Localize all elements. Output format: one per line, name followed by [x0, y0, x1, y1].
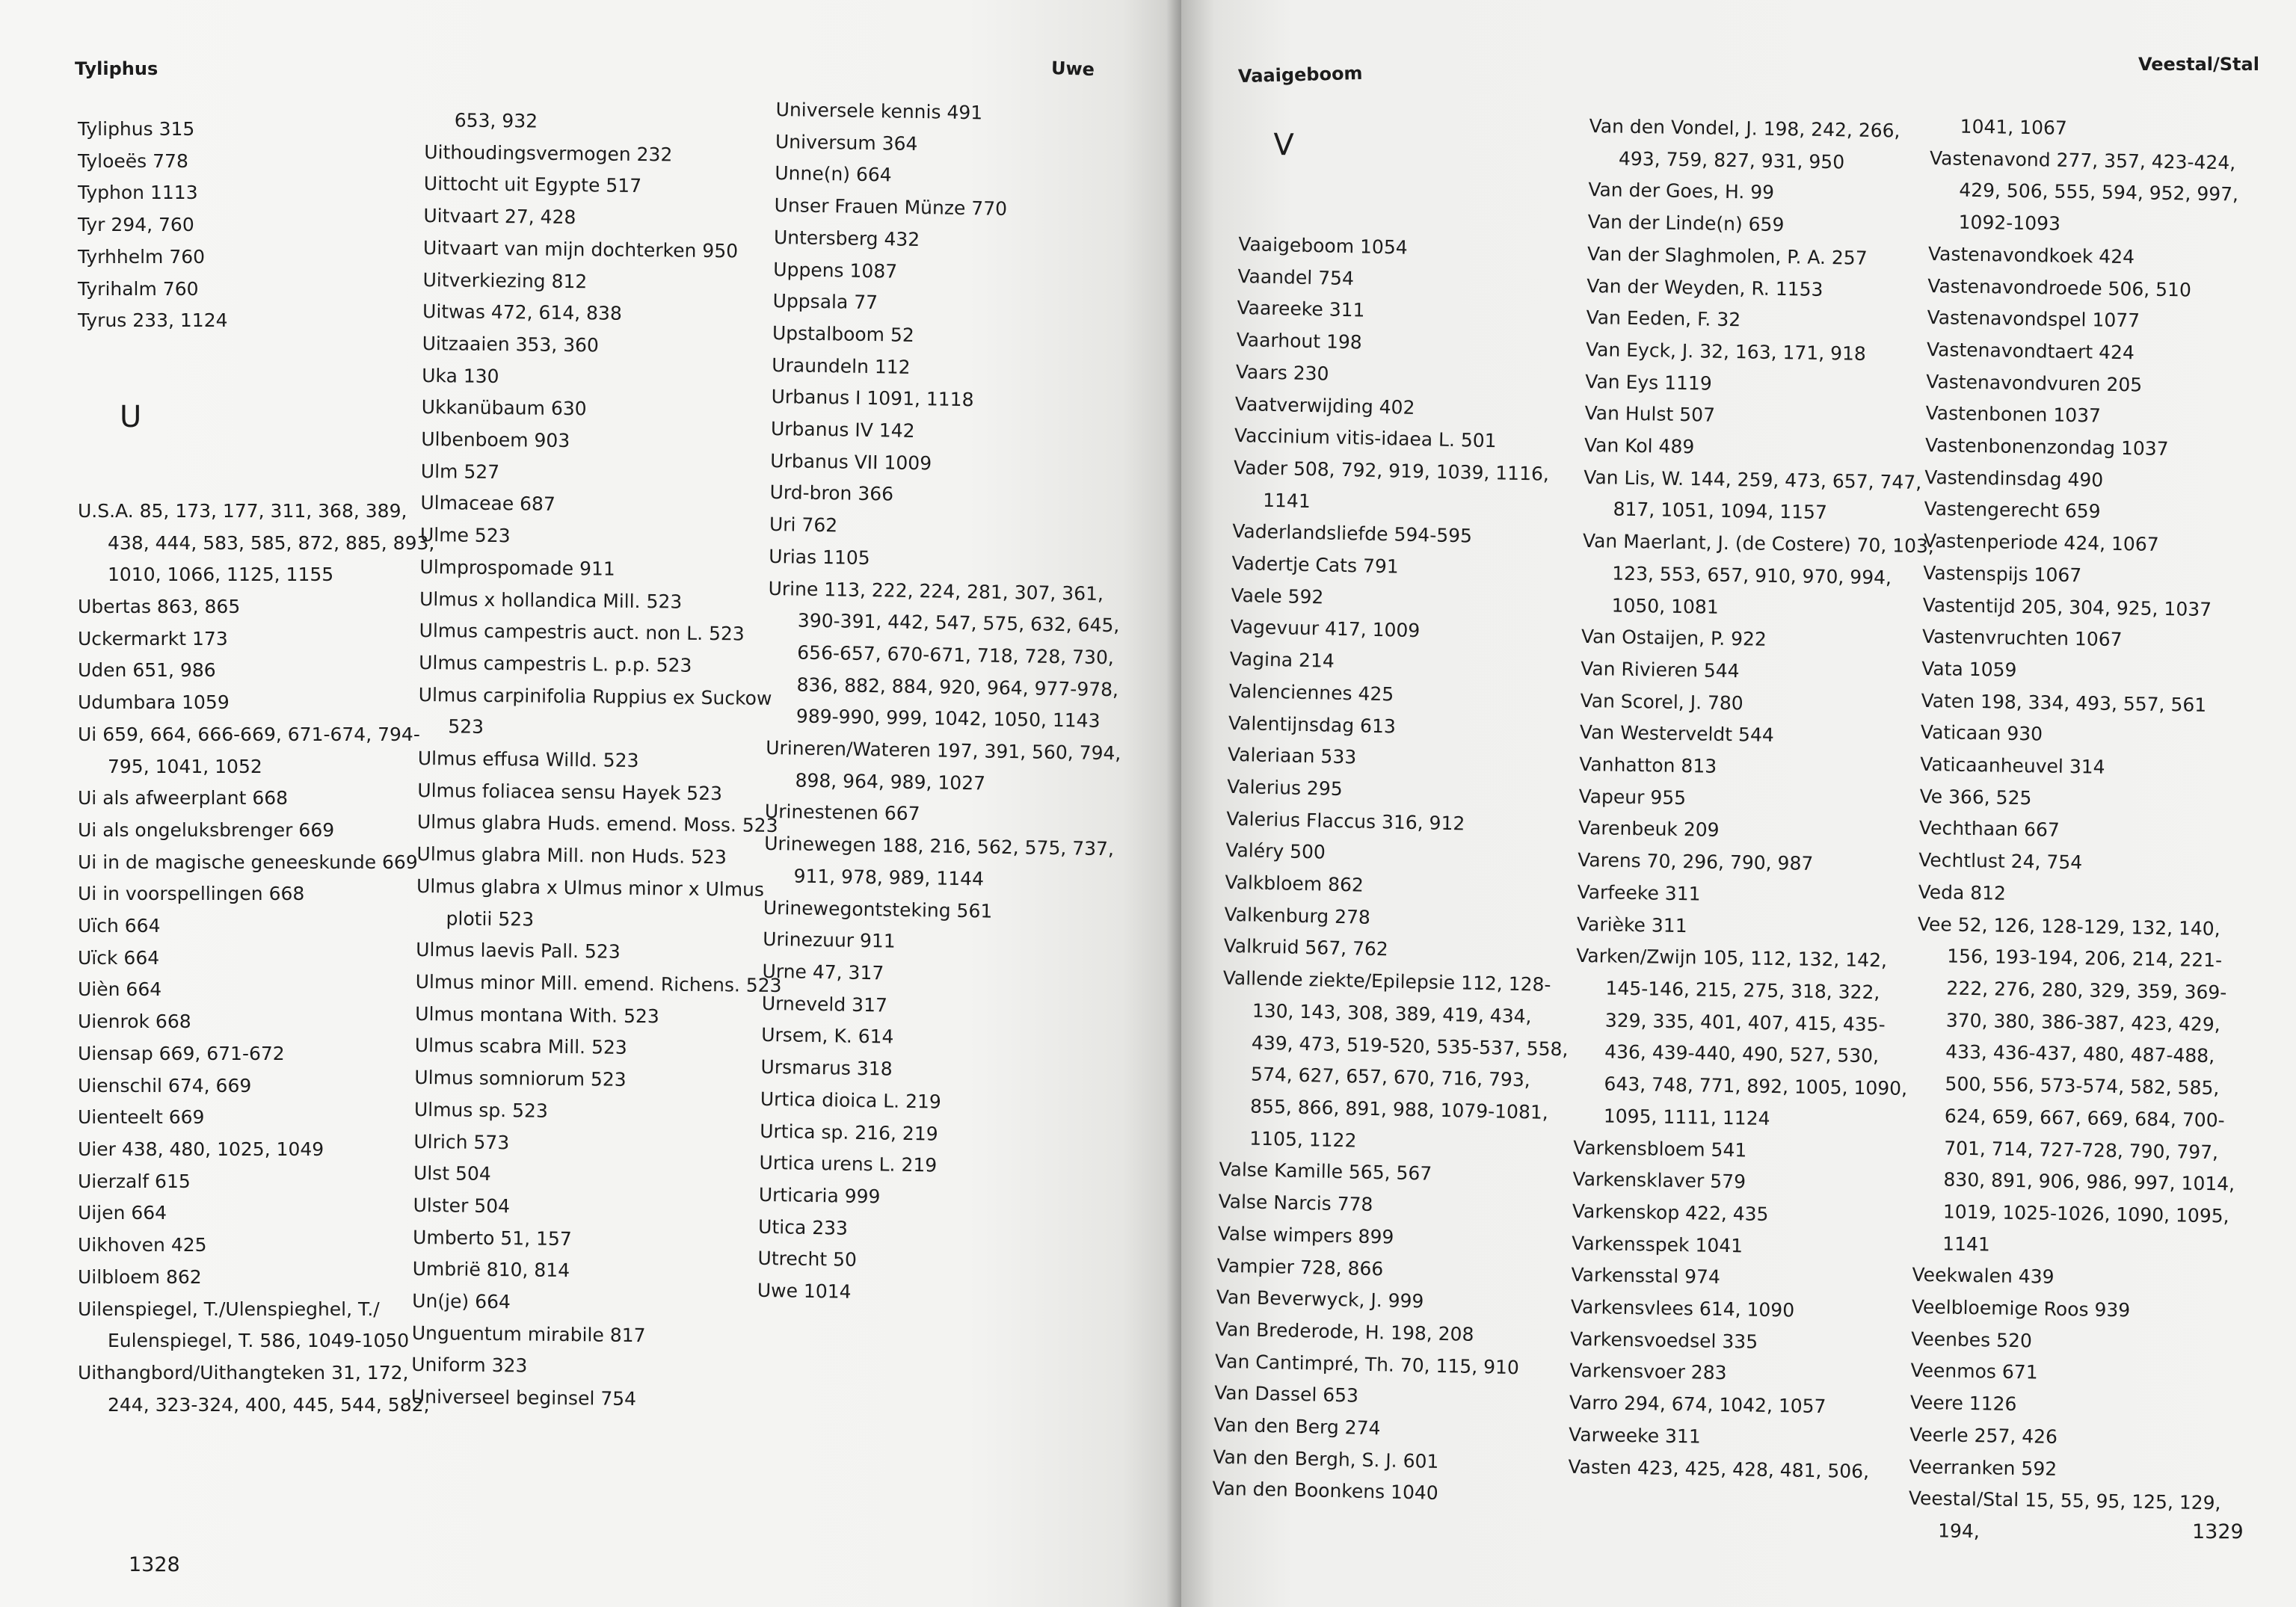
index-entry: Vastenavond 277, 357, 423-424, 429, 506, 555, 594, 952, 997, 1092-1093 [1929, 146, 2239, 235]
index-entry: Valéry 500 [1225, 839, 1326, 863]
index-entry: Urtica sp. 216, 219 [759, 1120, 938, 1145]
index-entry: Uithangbord/Uithangteken 31, 172, 244, 323-324, 400, 445, 544, 582, [78, 1361, 430, 1416]
index-entry: Ulmus montana With. 523 [415, 1002, 659, 1028]
index-entry: Umbrië 810, 814 [412, 1258, 570, 1282]
index-entry: Uppsala 77 [772, 290, 878, 314]
index-entry: Van Westerveldt 544 [1579, 721, 1774, 747]
index-entry: Valentijnsdag 613 [1228, 712, 1397, 738]
index-entry: Vechthaan 667 [1918, 817, 2060, 842]
index-entry: Ui in de magische geneeskunde 669 [78, 851, 418, 873]
index-entry: Ukkanübaum 630 [421, 396, 587, 420]
index-entry: Varkensspek 1041 [1571, 1232, 1743, 1257]
index-entry: Urinewegontsteking 561 [763, 896, 993, 922]
index-entry: Valkruid 567, 762 [1223, 935, 1389, 960]
index-entry: Veda 812 [1918, 880, 2007, 904]
entry-list [757, 94, 1142, 1313]
index-entry: Ulmus somniorum 523 [414, 1067, 627, 1091]
index-entry: Veestal/Stal 15, 55, 95, 125, 129, 194, [1908, 1487, 2221, 1543]
index-entry: Urtica dioica L. 219 [760, 1088, 942, 1113]
index-entry: Valerius 295 [1226, 775, 1343, 800]
index-entry: Varkenskop 422, 435 [1572, 1200, 1769, 1225]
index-entry: Van Dassel 653 [1213, 1381, 1359, 1407]
index-entry: Vee 52, 126, 128-129, 132, 140, 156, 193-194, 206, 214, 221-222, 276, 280, 329, 359, 369-370, 380, 386-387, 423, 429, 433, 436-437, 480, 487-488, 500, 556, 573-574, 582, 585, 624, 659, 667, 669, 684, 700-701, 714, 727-728, 790, 797, 830, 891, 906, 986, 997, 1014, 1019, 1025-1026, 1090, 1095, 1141 [1917, 913, 2235, 1256]
index-entry: Van den Berg 274 [1213, 1413, 1381, 1440]
index-entry: Uitvaart van mijn dochterken 950 [422, 236, 739, 262]
index-entry: Uitvaart 27, 428 [423, 205, 576, 229]
index-entry: Un(je) 664 [412, 1289, 511, 1313]
index-entry: Van den Bergh, S. J. 601 [1213, 1446, 1439, 1472]
index-entry: Urinezuur 911 [763, 928, 896, 952]
index-entry: Uier 438, 480, 1025, 1049 [78, 1138, 324, 1160]
index-entry: Tyloeës 778 [78, 149, 188, 172]
index-entry: Tyrus 233, 1124 [78, 309, 228, 332]
index-entry: Uden 651, 986 [78, 659, 216, 682]
index-entry: Ursmarus 318 [760, 1055, 893, 1080]
index-entry: Valse wimpers 899 [1217, 1222, 1394, 1248]
index-entry: Urias 1105 [769, 545, 870, 569]
index-entry: Ui als afweerplant 668 [78, 787, 289, 809]
index-entry: Van der Goes, H. 99 [1588, 179, 1775, 204]
index-entry: Urinewegen 188, 216, 562, 575, 737, 911, 978, 989, 1144 [764, 833, 1115, 890]
index-entry: Vanhatton 813 [1579, 753, 1717, 777]
index-entry: Vampier 728, 866 [1216, 1254, 1384, 1280]
index-entry: Vaticaanheuvel 314 [1920, 753, 2105, 778]
index-entry: Varken/Zwijn 105, 112, 132, 142, 145-146, 215, 275, 318, 322, 329, 335, 401, 407, 415, 435-436, 439-440, 490, 527, 530, 643, 748, 771, 892, 1005, 1090, 1095, 1111, 1124 [1576, 945, 1908, 1129]
index-entry: Valkbloem 862 [1225, 871, 1364, 896]
index-entry: Vader 508, 792, 919, 1039, 1116, 1141 [1233, 456, 1550, 512]
index-entry: Urtica urens L. 219 [759, 1152, 938, 1176]
index-entry: Uïck 664 [78, 946, 160, 969]
index-entry: Vastenvruchten 1067 [1921, 626, 2123, 651]
index-entry: Van den Boonkens 1040 [1212, 1478, 1439, 1505]
entry-list [1212, 229, 1590, 1513]
index-column-5 [1568, 111, 1941, 1488]
index-entry: Ulmus campestris auct. non L. 523 [419, 620, 745, 645]
index-entry: Van der Weyden, R. 1153 [1586, 274, 1823, 300]
index-entry: Veelbloemige Roos 939 [1911, 1295, 2131, 1321]
index-entry: Vaccinium vitis-idaea L. 501 [1234, 425, 1497, 452]
index-entry: Uitverkiezing 812 [422, 268, 588, 292]
index-entry: Vastengerecht 659 [1924, 498, 2101, 523]
index-entry: Vagevuur 417, 1009 [1230, 616, 1421, 642]
running-head-right: Uwe [1050, 57, 1095, 81]
index-entry: Vastendinsdag 490 [1924, 466, 2104, 491]
index-entry: Varkensstal 974 [1571, 1264, 1721, 1289]
index-entry: Van Maerlant, J. (de Costere) 70, 103, 123, 553, 657, 910, 970, 994, 1050, 1081 [1582, 530, 1935, 618]
index-entry: Ulmus effusa Willd. 523 [417, 747, 639, 772]
index-entry: Varkensbloem 541 [1572, 1136, 1747, 1161]
index-entry: Urticaria 999 [758, 1183, 881, 1208]
index-entry: Ui als ongeluksbrenger 669 [78, 818, 335, 841]
index-entry: Valenciennes 425 [1228, 679, 1394, 706]
index-entry: Vastenavondkoek 424 [1927, 242, 2135, 268]
index-entry: Universum 364 [775, 130, 918, 155]
index-entry: Van Beverwyck, J. 999 [1216, 1286, 1424, 1313]
index-entry: Udumbara 1059 [78, 691, 230, 714]
index-entry: Ulmus x hollandica Mill. 523 [419, 587, 683, 613]
index-entry: Unne(n) 664 [775, 162, 892, 186]
running-head-right: Veestal/Stal [2138, 54, 2259, 75]
index-entry: Uithoudingsvermogen 232 [424, 141, 673, 166]
index-entry: Ui in voorspellingen 668 [78, 883, 305, 905]
index-entry: Uièn 664 [78, 978, 162, 1001]
entry-list [1568, 111, 1941, 1488]
index-entry: Vapeur 955 [1578, 785, 1687, 809]
index-entry: Ulmprospomade 911 [419, 555, 615, 580]
index-entry: Vaticaan 930 [1920, 721, 2043, 745]
index-entry: Uittocht uit Egypte 517 [423, 173, 642, 197]
index-entry: Vaderlandsliefde 594-595 [1231, 520, 1473, 547]
index-entry: Ulm 527 [420, 460, 500, 483]
index-entry: Uïch 664 [78, 915, 161, 937]
index-entry: Uiensap 669, 671-672 [78, 1042, 285, 1064]
index-entry: Uilenspiegel, T./Ulenspieghel, T./ Eulenspiegel, T. 586, 1049-1050 [78, 1298, 410, 1352]
index-entry: Unguentum mirabile 817 [411, 1321, 646, 1346]
entry-list [1908, 143, 2266, 1552]
index-entry: Urinestenen 667 [764, 801, 920, 825]
index-entry: Vastenavondvuren 205 [1926, 370, 2143, 396]
index-entry: Valerius Flaccus 316, 912 [1225, 807, 1465, 835]
index-entry: Vadertje Cats 791 [1231, 552, 1400, 578]
index-entry: Varweeke 311 [1568, 1423, 1701, 1448]
index-entry: Ve 366, 525 [1919, 785, 2032, 809]
index-entry: Varkensvoedsel 335 [1569, 1327, 1758, 1353]
index-entry: Urineren/Wateren 197, 391, 560, 794, 898, 964, 989, 1027 [766, 736, 1121, 795]
index-column-2 [411, 105, 791, 1417]
index-entry: Vaaigeboom 1054 [1238, 232, 1408, 259]
index-entry: Ulmus glabra Huds. emend. Moss. 523 [416, 811, 778, 837]
index-entry: Van Brederode, H. 198, 208 [1215, 1318, 1474, 1345]
index-entry: Veerranken 592 [1909, 1455, 2058, 1480]
index-entry: Urd-bron 366 [769, 481, 894, 505]
index-entry: Untersberg 432 [773, 226, 920, 250]
index-entry: Vaele 592 [1231, 584, 1324, 608]
index-entry: Vata 1059 [1921, 657, 2017, 681]
index-entry: Van den Vondel, J. 198, 242, 266, 493, 759, 827, 931, 950 [1589, 114, 1900, 173]
index-entry: Urne 47, 317 [762, 960, 884, 984]
index-column-3 [757, 94, 1142, 1313]
index-entry: Vagina 214 [1229, 647, 1335, 672]
index-entry: U.S.A. 85, 173, 177, 311, 368, 389, 438, 444, 583, 585, 872, 885, 893, 1010, 1066, 1125, 1155 [78, 499, 435, 586]
index-entry: Valse Narcis 778 [1218, 1190, 1373, 1216]
entry-list [411, 137, 791, 1417]
index-entry: Typhon 1113 [78, 182, 198, 204]
index-entry: Ulst 504 [413, 1162, 491, 1185]
index-entry: Varkensvoer 283 [1569, 1360, 1727, 1384]
running-head-left: Tyliphus [75, 58, 158, 79]
index-entry: Van Kol 489 [1583, 434, 1695, 458]
index-entry: Van der Slaghmolen, P. A. 257 [1586, 242, 1868, 269]
index-entry: Uienrok 668 [78, 1011, 191, 1033]
index-entry: Vastenbonen 1037 [1925, 402, 2102, 427]
index-entry: Vallende ziekte/Epilepsie 112, 128-130, 143, 308, 389, 419, 434, 439, 473, 519-520, 535-537, 558, 574, 627, 657, 670, 716, 793, 855, 866, 891, 988, 1079-1081, 1105, 1122 [1222, 966, 1569, 1152]
index-entry: Uppens 1087 [773, 258, 898, 283]
index-entry: Veenmos 671 [1910, 1360, 2038, 1384]
index-column-6 [1908, 111, 2267, 1552]
index-entry: Van Scorel, J. 780 [1580, 689, 1743, 714]
index-entry: Universele kennis 491 [775, 98, 983, 124]
index-entry: Veekwalen 439 [1912, 1264, 2055, 1289]
index-entry: Vastenperiode 424, 1067 [1923, 530, 2159, 556]
index-entry: Vechtlust 24, 754 [1918, 849, 2083, 874]
index-entry: Uikhoven 425 [78, 1234, 207, 1256]
index-entry: Vastenavondtaert 424 [1926, 338, 2135, 364]
index-entry: Van Eyck, J. 32, 163, 171, 918 [1585, 338, 1867, 365]
index-entry: Uri 762 [769, 513, 838, 537]
index-entry: Urneveld 317 [761, 992, 888, 1017]
index-entry: Vastentijd 205, 304, 925, 1037 [1922, 593, 2212, 620]
index-entry: Utrecht 50 [757, 1247, 858, 1271]
index-entry: Van Eeden, F. 32 [1586, 306, 1741, 331]
index-entry: Upstalboom 52 [772, 321, 915, 346]
index-entry: Uienteelt 669 [78, 1106, 205, 1129]
index-entry: Ursem, K. 614 [760, 1024, 894, 1049]
index-entry: Veere 1126 [1909, 1391, 2017, 1416]
entry-list [78, 114, 444, 337]
index-entry: Ulmus sp. 523 [413, 1098, 548, 1122]
index-entry: Vaareeke 311 [1237, 297, 1365, 321]
index-entry: Tyrhhelm 760 [78, 245, 206, 268]
index-entry: Van Rivieren 544 [1581, 657, 1740, 682]
index-entry: Ulmus carpinifolia Ruppius ex Suckow 523 [418, 683, 772, 738]
index-entry: Urbanus I 1091, 1118 [771, 386, 974, 411]
page-number-left: 1328 [129, 1553, 180, 1576]
index-entry: Varfeeke 311 [1577, 880, 1701, 905]
index-entry: Ulme 523 [419, 524, 511, 547]
index-entry: Valeriaan 533 [1227, 744, 1357, 768]
running-head-left: Vaaigeboom [1237, 62, 1363, 87]
index-entry: Vaandel 754 [1237, 265, 1355, 289]
index-entry: Uniform 323 [411, 1354, 528, 1377]
index-entry: Van Hulst 507 [1584, 402, 1716, 427]
index-entry: Varro 294, 674, 1042, 1057 [1569, 1391, 1826, 1418]
index-entry: Varenbeuk 209 [1578, 817, 1720, 842]
index-entry: Vastenavondspel 1077 [1927, 306, 2140, 332]
index-entry: Ulrich 573 [413, 1130, 510, 1153]
index-entry: Uraundeln 112 [772, 354, 911, 378]
index-column-4 [1212, 114, 1592, 1513]
index-entry: Tyr 294, 760 [78, 214, 194, 236]
index-entry: Veerle 257, 426 [1909, 1423, 2058, 1448]
index-entry: Ulster 504 [413, 1194, 511, 1218]
index-entry: Vastenbonenzondag 1037 [1924, 434, 2169, 460]
index-entry: Utica 233 [757, 1215, 849, 1239]
index-entry: Uwe 1014 [757, 1279, 852, 1303]
index-entry: Vaarhout 198 [1236, 329, 1363, 354]
index-entry: Ui 659, 664, 666-669, 671-674, 794-795, 1041, 1052 [78, 723, 420, 777]
index-entry: Ulmus laevis Pall. 523 [416, 939, 621, 963]
section-letter: U [120, 399, 142, 434]
index-entry: Umberto 51, 157 [412, 1226, 572, 1250]
index-entry: Veenbes 520 [1910, 1327, 2033, 1352]
index-column-1 [78, 114, 444, 1421]
entry-list [78, 496, 444, 1421]
index-entry: Tyrihalm 760 [78, 277, 199, 300]
continuation-entry: 1041, 1067 [1960, 115, 2068, 139]
index-entry: Vaatverwijding 402 [1234, 392, 1415, 419]
index-entry: Ulmus foliacea sensu Hayek 523 [417, 779, 723, 804]
page-number-right: 1329 [2192, 1520, 2244, 1543]
index-entry: Ulmus glabra Mill. non Huds. 523 [416, 843, 727, 869]
index-entry: Ulmaceae 687 [420, 492, 555, 516]
index-entry: Valkenburg 278 [1224, 903, 1371, 928]
index-entry: Van Lis, W. 144, 259, 473, 657, 747, 817, 1051, 1094, 1157 [1583, 466, 1922, 524]
index-entry: Vaars 230 [1235, 360, 1329, 385]
index-entry: Urine 113, 222, 224, 281, 307, 361, 390-391, 442, 547, 575, 632, 645, 656-657, 670-671, 718, 728, 730, 836, 882, 884, 920, 964, 977-978, 989-990, 999, 1042, 1050, 1143 [768, 577, 1120, 732]
index-entry: Uitwas 472, 614, 838 [422, 300, 622, 324]
index-entry: Unser Frauen Münze 770 [774, 194, 1008, 220]
index-entry: Urbanus VII 1009 [770, 449, 932, 475]
index-entry: Uitzaaien 353, 360 [422, 332, 600, 357]
index-entry: Varkensklaver 579 [1572, 1168, 1746, 1193]
index-entry: Van Eys 1119 [1585, 370, 1712, 395]
index-entry: Valse Kamille 565, 567 [1219, 1159, 1432, 1185]
index-entry: Ulmus glabra x Ulmus minor x Ulmus plotii 523 [416, 875, 765, 931]
index-entry: Uka 130 [422, 364, 499, 387]
index-entry: Varkensvlees 614, 1090 [1570, 1295, 1795, 1321]
index-entry: Vaten 198, 334, 493, 557, 561 [1921, 689, 2207, 716]
index-entry: Van Ostaijen, P. 922 [1581, 626, 1767, 651]
index-entry: Uilbloem 862 [78, 1265, 202, 1288]
index-entry: Uienschil 674, 669 [78, 1074, 252, 1096]
index-entry: Universeel beginsel 754 [410, 1386, 637, 1410]
index-entry: Uijen 664 [78, 1202, 167, 1224]
index-entry: Urbanus IV 142 [770, 417, 915, 442]
index-entry: Uckermarkt 173 [78, 627, 228, 650]
index-entry: Ulmus campestris L. p.p. 523 [419, 651, 692, 676]
index-entry: Tyliphus 315 [78, 118, 195, 140]
index-entry: Ulmus scabra Mill. 523 [414, 1034, 627, 1059]
index-entry: Ubertas 863, 865 [78, 596, 241, 618]
index-entry: Ulbenboem 903 [421, 428, 570, 452]
index-entry: Van der Linde(n) 659 [1587, 211, 1785, 236]
index-entry: Vasten 423, 425, 428, 481, 506, [1568, 1455, 1870, 1482]
index-entry: Van Cantimpré, Th. 70, 115, 910 [1214, 1350, 1520, 1378]
index-entry: Varens 70, 296, 790, 987 [1578, 849, 1814, 875]
index-entry: Uierzalf 615 [78, 1170, 191, 1192]
index-entry: Varièke 311 [1576, 913, 1687, 937]
index-entry: Vastenavondroede 506, 510 [1927, 274, 2192, 301]
continuation-entry: 653, 932 [454, 109, 538, 132]
index-entry: Vastenspijs 1067 [1923, 561, 2082, 587]
index-entry: Ulmus minor Mill. emend. Richens. 523 [415, 970, 782, 997]
section-letter: V [1272, 127, 1294, 163]
